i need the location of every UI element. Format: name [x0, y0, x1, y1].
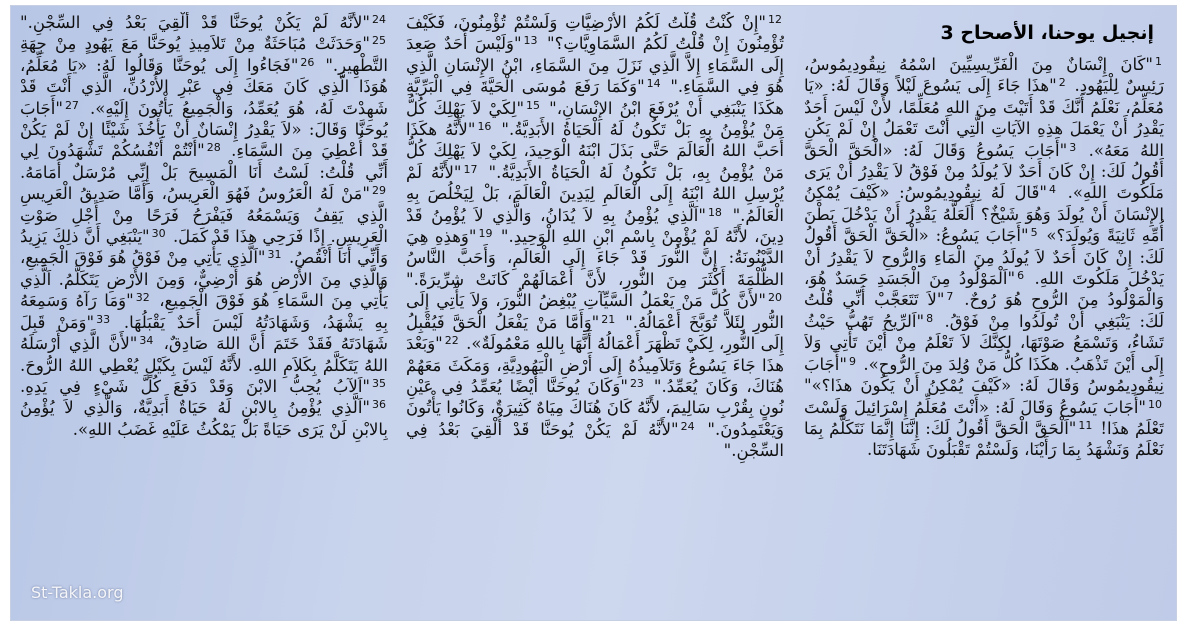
scripture-panel: [10, 5, 1177, 621]
verse-text: "أَجَابَ يَسُوعُ وَقَالَ لَهُ: «أَنْتَ مُعَلِّمُ إِسْرَائِيلَ وَلَسْتَ تَعْلَمُ هذَا!: [804, 397, 1164, 438]
verse-number: 12: [768, 13, 782, 26]
verse-text: "لأَنَّهُ لَمْ يُرْسِلِ اللهُ ابْنَهُ إِلَى الْعَالَمِ لِيَدِينَ الْعَالَمَ، بَلْ لِيَخْلُصَ بِهِ الْعَالَمُ.": [406, 162, 784, 225]
verse-number: 5: [1030, 226, 1038, 240]
verse-number: 14: [646, 77, 661, 91]
verse-number: 4: [1048, 183, 1056, 197]
verse-number: 16: [477, 120, 492, 134]
verse-number: 2: [1058, 76, 1066, 90]
verse-text: "وَكَمَا رَفَعَ مُوسَى الْحَيَّةَ فِي الْبَرِّيَّةِ هكَذَا يَنْبَغِي أَنْ يُرْفَعَ ابْنُ الإِنْسَانِ،": [406, 77, 784, 118]
verse-text: "وَبَعْدَ هذَا جَاءَ يَسُوعُ وَتَلاَمِيذُهُ إِلَى أَرْضِ الْيَهُودِيَّةِ، وَمَكَثَ مَعَهُمْ هُنَاكَ، وَكَانَ يُعَمِّدُ.": [406, 334, 784, 396]
verse-number: 24: [680, 419, 695, 433]
verse-text: "لأَنَّهُ لَمْ يَكُنْ يُوحَنَّا قَدْ أُلْقِيَ بَعْدُ فِي السِّجْنِ.": [406, 419, 784, 461]
verse-text: "وَمَا رَآهُ وَسَمِعَهُ بِهِ يَشْهَدُ، وَشَهَادَتُهُ لَيْسَ أَحَدٌ يَقْبَلُهَا.: [20, 291, 388, 332]
verse-number: 10: [1148, 397, 1162, 411]
verse-number: 23: [629, 376, 644, 390]
column-right: [804, 12, 1164, 614]
verse-number: 33: [96, 312, 111, 326]
verses-middle: [406, 12, 784, 462]
verse-number: 11: [1078, 418, 1093, 432]
verse-number: 15: [526, 98, 541, 112]
verse-number: 6: [1017, 269, 1025, 283]
verse-text: "وَلَيْسَ أَحَدٌ صَعِدَ إِلَى السَّمَاءِ إِلاَّ الَّذِي نَزَلَ مِنَ السَّمَاءِ، ابْنُ الإِنْسَانِ الَّذِي هُوَ فِي السَّمَاءِ.": [406, 34, 784, 97]
verse-number: 3: [1069, 140, 1077, 154]
verse-text: "إِنْ كُنْتُ قُلْتُ لَكُمُ الأَرْضِيَّاتِ وَلَسْتُمْ تُؤْمِنُونَ، فَكَيْفَ تُؤْمِنُونَ إِنْ قُلْتُ لَكُمُ السَّمَاوِيَّاتِ؟": [406, 13, 784, 54]
verse-number: 22: [444, 334, 459, 348]
verse-text: "اَلَّذِي يُؤْمِنُ بِالابْنِ لَهُ حَيَاةٌ أَبَدِيَّةٌ، وَالَّذِي لاَ يُؤْمِنُ بِالابْنِ لَنْ يَرَى حَيَاةً بَلْ يَمْكُثُ عَلَيْهِ غَضَبُ اللهِ».: [20, 398, 388, 439]
verse-text: "اَلآبُ يُحِبُّ الابْنَ وَقَدْ دَفَعَ كُلَّ شَيْءٍ فِي يَدِهِ.: [20, 376, 370, 396]
site-watermark: St-Takla.org: [31, 583, 124, 602]
verse-text: "يَنْبَغِي أَنَّ ذلِكَ يَزِيدُ وَأَنِّي أَنَا أَنْقُصُ.: [20, 227, 388, 268]
verse-text: "اَلْمَوْلُودُ مِنَ الْجَسَدِ جَسَدٌ هُوَ، وَالْمَوْلُودُ مِنَ الرُّوحِ هُوَ رُوحٌ.: [804, 269, 1164, 310]
verse-number: 32: [135, 291, 150, 305]
verse-text: "اَلرِّيحُ تَهُبُّ حَيْثُ تَشَاءُ، وَتَسْمَعُ صَوْتَهَا، لكِنَّكَ لاَ تَعْلَمُ مِنْ أَيْنَ تَأْتِي وَلاَ إِلَى أَيْنَ تَذْهَبُ. هكَذَا كُلُّ مَنْ وُلِدَ مِنَ الرُّوحِ».: [804, 311, 1164, 374]
verse-text: "وَحَدَثَتْ مُبَاحَثَةٌ مِنْ تَلاَمِيذِ يُوحَنَّا مَعَ يَهُودٍ مِنْ جِهَةِ التَّطْهِيرِ.": [20, 34, 388, 75]
chapter-title: إنجيل يوحنا، الأصحاح 3: [940, 22, 1154, 44]
verse-number: 34: [139, 334, 154, 348]
verse-text: "لأَنَّ كُلَّ مَنْ يَعْمَلُ السَّيِّآتِ يُبْغِضُ النُّورَ، وَلاَ يَأْتِي إِلَى النُّورِ لِئَلاَّ تُوَبَّخَ أَعْمَالُهُ.": [406, 291, 784, 332]
verses-left: [20, 12, 388, 440]
verse-text: "أَجَابَ نِيقُودِيمُوسُ وَقَالَ لَهُ: «كَيْفَ يُمْكِنُ أَنْ يَكُونَ هذَا؟»": [804, 354, 1164, 396]
verse-number: 36: [372, 398, 386, 412]
verse-number: 27: [64, 98, 79, 112]
verse-number: 7: [946, 290, 954, 304]
verse-text: "فَجَاءُوا إِلَى يُوحَنَّا وَقَالُوا لَهُ: «يَا مُعَلِّمُ، هُوَذَا الَّذِي كَانَ مَعَكَ فِي عَبْرِ الأُرْدُنِّ، الَّذِي أَنْتَ قَدْ شَهِدْتَ لَهُ، هُوَ يُعَمِّدُ، وَالْجَمِيعُ يَأْتُونَ إِلَيْهِ».: [20, 55, 388, 118]
column-middle: [406, 12, 784, 614]
verse-text: "وَمَنْ قَبِلَ شَهَادَتَهُ فَقَدْ خَتَمَ أَنَّ اللهَ صَادِقٌ،: [20, 312, 388, 354]
verse-text: "اَلَّذِي يَأْتِي مِنْ فَوْقُ هُوَ فَوْقَ الْجَمِيعِ، وَالَّذِي مِنَ الأَرْضِ هُوَ أَرْضِيٌّ، وَمِنَ الأَرْضِ يَتَكَلَّمُ. اَلَّذِي يَأْتِي مِنَ السَّمَاءِ هُوَ فَوْقَ الْجَمِيعِ،: [20, 248, 388, 311]
verse-text: "أَجَابَ يَسُوعُ وَقَالَ لَهُ: «الْحَقَّ الْحَقَّ أَقُولُ لَكَ: إِنْ كَانَ أَحَدٌ لاَ يُولَدُ مِنْ فَوْقُ لاَ يَقْدِرُ أَنْ يَرَى مَلَكُوتَ اللهِ».: [804, 140, 1164, 203]
verse-number: 31: [267, 248, 282, 262]
verse-number: 1: [1155, 55, 1162, 68]
verse-number: 35: [372, 376, 386, 390]
verse-text: "أَجَابَ يُوحَنَّا وَقَالَ: «لاَ يَقْدِرُ إِنْسَانٌ أَنْ يَأْخُذَ شَيْئًا إِنْ لَمْ يَكُنْ قَدْ أُعْطِيَ مِنَ السَّمَاءِ.: [20, 98, 388, 161]
verse-number: 9: [848, 354, 856, 368]
verse-text: "لأَنَّ الَّذِي أَرْسَلَهُ اللهُ يَتَكَلَّمُ بِكَلاَمِ اللهِ. لأَنَّهُ لَيْسَ بِكَيْلٍ يُعْطِي اللهُ الرُّوحَ.: [20, 334, 388, 375]
verse-number: 24: [372, 13, 386, 26]
verse-number: 21: [601, 312, 616, 326]
verse-text: "اَلَّذِي يُؤْمِنُ بِهِ لاَ يُدَانُ، وَالَّذِي لاَ يُؤْمِنُ قَدْ دِينَ، لأَنَّهُ لَمْ يُؤْمِنْ بِاسْمِ ابْنِ اللهِ الْوَحِيدِ.": [406, 205, 784, 247]
verse-number: 30: [151, 227, 166, 241]
verse-number: 20: [768, 291, 782, 305]
verse-text: "لأَنَّهُ لَمْ يَكُنْ يُوحَنَّا قَدْ أُلْقِيَ بَعْدُ فِي السِّجْنِ.": [20, 13, 370, 32]
verse-text: "أَجَابَ يَسُوعُ: «الْحَقَّ الْحَقَّ أَقُولُ لَكَ: إِنْ كَانَ أَحَدٌ لاَ يُولَدُ مِنَ الْمَاءِ وَالرُّوحِ لاَ يَقْدِرُ أَنْ يَدْخُلَ مَلَكُوتَ اللهِ.: [804, 226, 1164, 289]
verse-number: 26: [300, 55, 315, 69]
verse-number: 25: [372, 34, 386, 48]
verse-number: 18: [707, 205, 722, 219]
verse-number: 13: [523, 34, 538, 48]
verse-text: "كَانَ إِنْسَانٌ مِنَ الْفَرِّيسِيِّينَ اسْمُهُ نِيقُودِيمُوسُ، رَئِيسٌ لِلْيَهُودِ.: [804, 55, 1164, 96]
verse-text: "مَنْ لَهُ الْعَرُوسُ فَهُوَ الْعَرِيسُ، وَأَمَّا صَدِيقُ الْعَرِيسِ الَّذِي يَقِفُ وَيَسْمَعُهُ فَيَفْرَحُ فَرَحًا مِنْ أَجْلِ صَوْتِ الْعَرِيسِ. إِذًا فَرَحِي هذَا قَدْ كَمَلَ.: [20, 184, 388, 247]
column-left: [20, 12, 388, 614]
verse-number: 28: [206, 141, 221, 155]
verse-text: "أَنْتُمْ أَنْفُسُكُمْ تَشْهَدُونَ لِي أَنِّي قُلْتُ: لَسْتُ أَنَا الْمَسِيحَ بَلْ إِنِّي مُرْسَلٌ أَمَامَهُ.: [20, 141, 388, 182]
verse-number: 17: [463, 162, 478, 176]
verse-number: 19: [478, 227, 493, 241]
verses-right: [804, 54, 1164, 461]
verse-text: "هذَا جَاءَ إِلَى يَسُوعَ لَيْلاً وَقَالَ لَهُ: «يَا مُعَلِّمُ، نَعْلَمُ أَنَّكَ قَدْ أَتَيْتَ مِنَ اللهِ مُعَلِّمًا، لأَنْ لَيْسَ أَحَدٌ يَقْدِرُ أَنْ يَعْمَلَ هذِهِ الآيَاتِ الَّتِي أَنْتَ تَعْمَلُ إِنْ لَمْ يَكُنِ اللهُ مَعَهُ».: [804, 76, 1164, 160]
verse-text: "قَالَ لَهُ نِيقُودِيمُوسُ: «كَيْفَ يُمْكِنُ الإِنْسَانَ أَنْ يُولَدَ وَهُوَ شَيْخٌ؟ أَلَعَلَّهُ يَقْدِرُ أَنْ يَدْخُلَ بَطْنَ أُمِّهِ ثَانِيَةً وَيُولَدَ؟»: [804, 183, 1164, 246]
verse-text: "وَكَانَ يُوحَنَّا أَيْضًا يُعَمِّدُ فِي عَيْنِ نُونٍ بِقُرْبِ سَالِيمَ، لأَنَّهُ كَانَ هُنَاكَ مِيَاهٌ كَثِيرَةٌ، وَكَانُوا يَأْتُونَ وَيَعْتَمِدُونَ.": [406, 376, 784, 439]
verse-text: "اَلْحَقَّ الْحَقَّ أَقُولُ لَكَ: إِنَّنَا إِنَّمَا نَتَكَلَّمُ بِمَا نَعْلَمُ وَنَشْهَدُ بِمَا رَأَيْنَا، وَلَسْتُمْ تَقْبَلُونَ شَهَادَتَنَا.: [804, 418, 1164, 460]
verse-text: "لأَنَّهُ هكَذَا أَحَبَّ اللهُ الْعَالَمَ حَتَّى بَذَلَ ابْنَهُ الْوَحِيدَ، لِكَيْ لاَ يَهْلِكَ كُلُّ مَنْ يُؤْمِنُ بِهِ، بَلْ تَكُونُ لَهُ الْحَيَاةُ الأَبَدِيَّةُ.": [406, 120, 784, 182]
verse-text: "لاَ تَتَعَجَّبْ أَنِّي قُلْتُ لَكَ: يَنْبَغِي أَنْ تُولَدُوا مِنْ فَوْقُ.: [804, 290, 1164, 331]
verse-text: "وَهذِهِ هِيَ الدَّيْنُونَةُ: إِنَّ النُّورَ قَدْ جَاءَ إِلَى الْعَالَمِ، وَأَحَبَّ النَّاسُ الظُّلْمَةَ أَكْثَرَ مِنَ النُّورِ، لأَنَّ أَعْمَالَهُمْ كَانَتْ شِرِّيرَةً.": [406, 227, 784, 289]
verse-number: 29: [372, 184, 386, 198]
verse-number: 8: [926, 311, 934, 325]
verse-text: "وَأَمَّا مَنْ يَفْعَلُ الْحَقَّ فَيُقْبِلُ إِلَى النُّورِ، لِكَيْ تَظْهَرَ أَعْمَالُهُ أَنَّهَا بِاللهِ مَعْمُولَةٌ».: [406, 312, 784, 354]
verse-text: "لِكَيْ لاَ يَهْلِكَ كُلُّ مَنْ يُؤْمِنُ بِهِ بَلْ تَكُونُ لَهُ الْحَيَاةُ الأَبَدِيَّةُ.": [406, 98, 784, 140]
